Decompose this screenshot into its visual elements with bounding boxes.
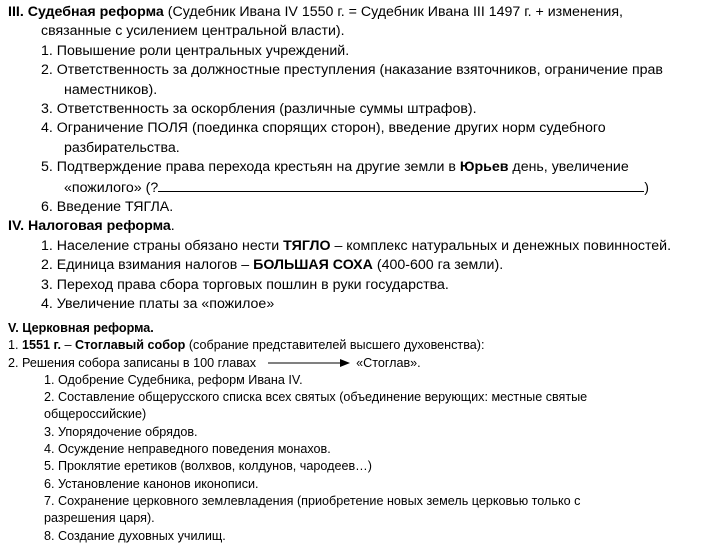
item1-text-c: – комплекс натуральных и денежных повинностей. (330, 237, 672, 254)
p1-number: 1. (8, 338, 23, 353)
church-reform (8, 320, 714, 545)
section5-item: 1. Одобрение Судебника, реформ Ивана IV. (44, 372, 303, 387)
section5-item-cont: общероссийские) (44, 407, 147, 422)
item5-cont-a: «пожилого» (? (64, 179, 159, 196)
item2-text-a: 2. Единица взимания налогов – (41, 257, 254, 274)
section4-item: 4. Увеличение платы за «пожилое» (41, 296, 275, 313)
section3-heading (8, 3, 714, 22)
section4-item-1 (8, 237, 714, 256)
section3-item: 3. Ответственность за оскорбления (различные суммы штрафов). (41, 101, 477, 118)
section5-item: 5. Проклятие еретиков (волхвов, колдунов, чародеев…) (44, 459, 372, 474)
section3-item-cont: разбирательства. (64, 139, 180, 156)
arrow-right-icon (268, 358, 350, 368)
section3-item: 6. Введение ТЯГЛА. (41, 199, 174, 216)
item1-text-a: 1. Население страны обязано нести (41, 237, 284, 254)
section4-heading (8, 217, 714, 236)
section4-title-dot: . (170, 218, 175, 235)
item5-yuriev: Юрьев (459, 159, 509, 176)
section5-item-cont: разрешения царя). (44, 511, 155, 526)
item5-text-a: 5. Подтверждение права перехода крестьян на другие земли в (41, 159, 460, 176)
section3-item-5-cont (8, 178, 714, 198)
section4-item-2 (8, 256, 714, 275)
section3-item-cont: наместников). (64, 81, 158, 98)
item5-text-c: день, увеличение (508, 159, 629, 176)
item1-tyaglo: ТЯГЛО (283, 237, 331, 254)
section3-title-cont: связанные с усилением центральной власти). (41, 23, 345, 40)
section5-point-2 (8, 355, 714, 372)
section3-item-5 (8, 158, 714, 177)
section5-title: V. Церковная реформа. (8, 321, 154, 335)
item2-text-c: (400-600 га земли). (372, 257, 504, 274)
item2-bolshaya-sokha: БОЛЬШАЯ СОХА (253, 257, 373, 274)
p1-council: Стоглавый собор (75, 338, 186, 353)
item5-cont-b: ) (644, 179, 649, 196)
section3-title-rest: (Судебник Ивана IV 1550 г. = Судебник Ивана III 1497 г. + изменения, (163, 4, 623, 20)
section5-item: 4. Осуждение неправедного поведения монахов. (44, 442, 331, 457)
section3-item: 4. Ограничение ПОЛЯ (поединка спорящих сторон), введение других норм судебного (41, 120, 606, 137)
p1-rest: (собрание представителей высшего духовенства): (185, 338, 485, 353)
section4-item: 3. Переход права сбора торговых пошлин в руки государства. (41, 276, 449, 293)
section5-item: 3. Упорядочение обрядов. (44, 424, 198, 439)
section4-title: IV. Налоговая реформа (8, 218, 171, 235)
section3-title: III. Судебная реформа (8, 4, 164, 20)
section3-item: 1. Повышение роли центральных учреждений. (41, 42, 350, 59)
p2-text: 2. Решения собора записаны в 100 главах (8, 355, 257, 370)
section5-item: 8. Создание духовных училищ. (44, 528, 226, 543)
fill-in-blank (158, 178, 644, 192)
p1-dash: – (61, 338, 76, 353)
section5-item: 7. Сохранение церковного землевладения (приобретение новых земель церковью только с (44, 493, 581, 508)
judicial-and-tax-reforms (8, 3, 714, 315)
p1-year: 1551 г. (22, 338, 62, 353)
section5-item: 6. Установление канонов иконописи. (44, 476, 259, 491)
section5-point-1 (8, 337, 714, 354)
section5-item: 2. Составление общерусского списка всех святых (объединение верующих: местные святые (44, 390, 588, 405)
p2-stoglav: «Стоглав». (356, 355, 421, 370)
section3-item: 2. Ответственность за должностные преступления (наказание взяточников, ограничение прав (41, 62, 663, 79)
